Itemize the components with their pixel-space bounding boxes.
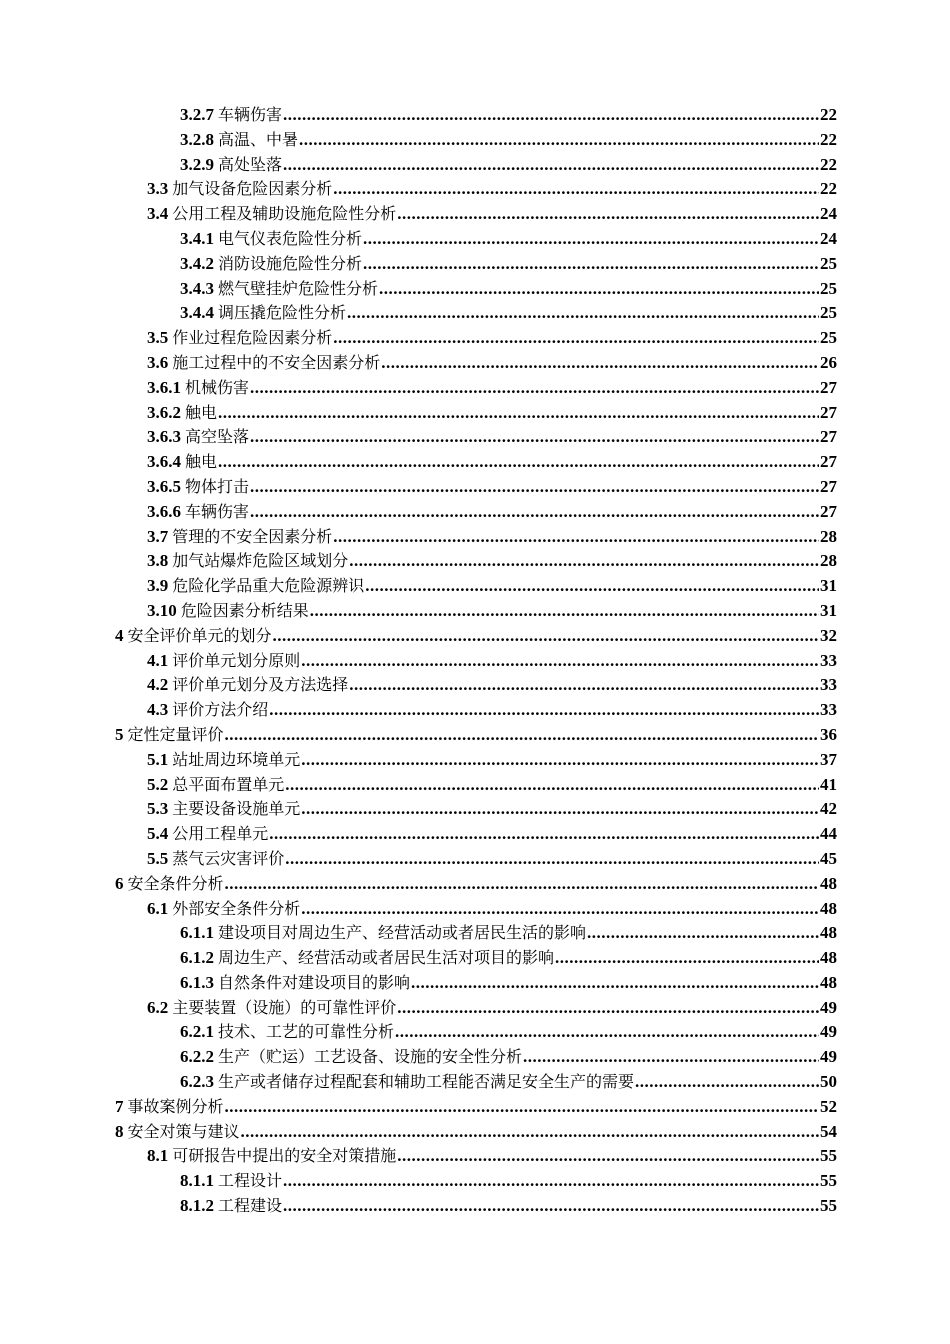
toc-entry[interactable] [115,872,950,897]
toc-entry-content [147,425,950,450]
toc-entry[interactable] [147,500,950,525]
toc-page-number: 25 [820,278,837,298]
toc-entry[interactable] [147,1144,950,1169]
toc-entry[interactable] [147,202,950,227]
toc-dot-leader [285,773,819,798]
toc-page-number: 33 [820,700,837,720]
toc-section-number: 3.6.5 [147,476,181,496]
toc-dot-leader [333,326,819,351]
toc-entry-content [147,673,950,698]
toc-entry-content [147,797,950,822]
toc-entry-content [180,1194,950,1219]
toc-section-number: 4.2 [147,675,169,695]
toc-dot-leader [225,723,819,748]
toc-dot-leader [283,1169,819,1194]
toc-section-number: 6.2.3 [180,1072,214,1092]
toc-section-title: 安全评价单元的划分 [127,625,272,645]
toc-dot-leader [381,351,819,376]
toc-entry-content [115,1095,950,1120]
toc-dot-leader [523,1045,819,1070]
toc-section-number: 8 [115,1121,124,1141]
toc-section-number: 6.2 [147,997,169,1017]
toc-section-number: 3.4.4 [180,303,214,323]
toc-section-title: 安全对策与建议 [127,1121,240,1141]
toc-dot-leader [379,277,819,302]
toc-section-title: 加气设备危险因素分析 [172,179,333,199]
toc-entry[interactable] [180,1045,950,1070]
toc-page-number: 25 [820,253,837,273]
toc-section-number: 4.3 [147,700,169,720]
toc-entry-content [147,376,950,401]
toc-entry-content [147,773,950,798]
toc-entry[interactable] [147,822,950,847]
toc-section-title: 管理的不安全因素分析 [172,526,333,546]
toc-dot-leader [273,624,819,649]
toc-dot-leader [347,301,819,326]
toc-entry[interactable] [115,723,950,748]
toc-section-number: 4.1 [147,650,169,670]
toc-section-number: 4 [115,625,124,645]
toc-page-number: 36 [820,724,837,744]
toc-page-number: 48 [820,948,837,968]
toc-section-title: 主要装置（设施）的可靠性评价 [172,997,397,1017]
toc-section-number: 3.6.6 [147,501,181,521]
toc-section-number: 3.5 [147,328,169,348]
toc-section-number: 5 [115,724,124,744]
toc-dot-leader [395,1020,819,1045]
toc-dot-leader [365,574,819,599]
toc-page-number: 45 [820,848,837,868]
toc-section-number: 6.1.3 [180,972,214,992]
toc-page-number: 22 [820,105,837,124]
toc-entry[interactable] [180,252,950,277]
toc-dot-leader [310,599,819,624]
toc-section-number: 6.1.1 [180,923,214,943]
toc-entry[interactable] [115,1095,950,1120]
toc-entry-content [147,698,950,723]
toc-dot-leader [301,649,819,674]
toc-section-title: 加气站爆炸危险区域划分 [172,551,349,571]
toc-dot-leader [411,971,819,996]
toc-section-number: 8.1.1 [180,1171,214,1191]
toc-section-title: 建设项目对周边生产、经营活动或者居民生活的影响 [218,923,587,943]
toc-dot-leader [269,698,819,723]
toc-entry[interactable] [180,128,950,153]
toc-section-title: 周边生产、经营活动或者居民生活对项目的影响 [218,948,555,968]
toc-section-title: 施工过程中的不安全因素分析 [172,352,381,372]
toc-entry[interactable] [147,847,950,872]
toc-entry-content [147,177,950,202]
toc-entry-content [180,1169,950,1194]
toc-entry[interactable] [147,351,950,376]
toc-section-number: 3.4.3 [180,278,214,298]
toc-entry-content [147,649,950,674]
toc-entry-content [147,748,950,773]
toc-section-title: 公用工程及辅助设施危险性分析 [172,204,397,224]
toc-section-number: 3.6.1 [147,377,181,397]
toc-dot-leader [397,996,819,1021]
toc-entry[interactable] [147,673,950,698]
toc-page-number: 25 [820,328,837,348]
toc-entry[interactable] [115,624,950,649]
toc-section-number: 8.1.2 [180,1196,214,1216]
toc-page-number: 55 [820,1196,837,1216]
toc-section-title: 作业过程危险因素分析 [172,328,333,348]
toc-section-number: 3.9 [147,576,169,596]
toc-entry[interactable] [180,153,950,178]
toc-entry[interactable] [180,1020,950,1045]
toc-section-number: 3.7 [147,526,169,546]
toc-dot-leader [225,872,819,897]
toc-entry[interactable] [147,996,950,1021]
toc-section-title: 调压撬危险性分析 [218,303,347,323]
toc-dot-leader [301,748,819,773]
toc-entry-content [115,872,950,897]
toc-section-title: 消防设施危险性分析 [218,253,363,273]
toc-dot-leader [283,153,819,178]
toc-dot-leader [301,897,819,922]
toc-section-title: 高空坠落 [185,427,250,447]
toc-entry[interactable] [147,475,950,500]
toc-dot-leader [218,450,819,475]
toc-section-number: 3.2.9 [180,154,214,174]
toc-entry-content [147,351,950,376]
toc-entry[interactable] [180,971,950,996]
toc-section-number: 3.10 [147,600,177,620]
toc-section-title: 站址周边环境单元 [172,749,301,769]
toc-page-number: 55 [820,1146,837,1166]
toc-entry-content [180,153,950,178]
toc-entry-content [180,128,950,153]
toc-section-number: 3.2.7 [180,105,214,124]
toc-entry[interactable] [147,574,950,599]
toc-entry-content [147,822,950,847]
toc-entry[interactable] [147,897,950,922]
toc-page-number: 28 [820,526,837,546]
toc-entry-content [180,946,950,971]
toc-page-number: 41 [820,774,837,794]
toc-section-number: 7 [115,1096,124,1116]
toc-entry[interactable] [147,425,950,450]
toc-section-number: 5.5 [147,848,169,868]
toc-page-number: 27 [820,452,837,472]
toc-entry-content [147,1144,950,1169]
toc-section-title: 总平面布置单元 [172,774,285,794]
toc-section-number: 6.2.1 [180,1022,214,1042]
toc-entry-content [180,252,950,277]
toc-section-number: 5.2 [147,774,169,794]
toc-entry-content [147,897,950,922]
toc-page-number: 27 [820,402,837,422]
toc-section-number: 6.1.2 [180,948,214,968]
toc-section-title: 触电 [185,402,218,422]
toc-page-number: 24 [820,204,837,224]
toc-entry-content [180,227,950,252]
toc-entry[interactable] [180,1194,950,1219]
toc-entry-content [147,202,950,227]
toc-entry-content [180,1070,950,1095]
toc-page-number: 27 [820,377,837,397]
toc-entry-content [147,599,950,624]
toc-entry-content [180,1020,950,1045]
toc-entry[interactable] [147,450,950,475]
toc-page-number: 44 [820,824,837,844]
toc-dot-leader [283,103,819,128]
toc-entry[interactable] [147,525,950,550]
toc-section-title: 自然条件对建设项目的影响 [218,972,411,992]
toc-page-number: 27 [820,501,837,521]
toc-page-number: 22 [820,129,837,149]
toc-entry[interactable] [180,1070,950,1095]
toc-section-number: 5.4 [147,824,169,844]
toc-page-number: 32 [820,625,837,645]
toc-entry[interactable] [147,649,950,674]
toc-entry-content [180,921,950,946]
toc-entry-content [147,401,950,426]
toc-page-number: 27 [820,427,837,447]
toc-dot-leader [250,376,819,401]
toc-dot-leader [285,847,819,872]
toc-section-title: 生产或者储存过程配套和辅助工程能否满足安全生产的需要 [218,1072,635,1092]
toc-page-number: 26 [820,352,837,372]
toc-section-title: 评价单元划分原则 [172,650,301,670]
toc-dot-leader [241,1120,819,1145]
toc-dot-leader [363,227,819,252]
toc-dot-leader [269,822,819,847]
toc-entry-content [180,971,950,996]
toc-entry-content [147,326,950,351]
toc-dot-leader [299,128,819,153]
toc-page-number: 55 [820,1171,837,1191]
toc-section-title: 电气仪表危险性分析 [218,228,363,248]
toc-page-number: 28 [820,551,837,571]
toc-page-number: 54 [820,1121,837,1141]
toc-section-title: 车辆伤害 [185,501,250,521]
toc-page-number: 48 [820,873,837,893]
toc-page-number: 48 [820,972,837,992]
toc-page-number: 52 [820,1096,837,1116]
toc-entry-content [115,723,950,748]
toc-page-number: 27 [820,476,837,496]
toc-section-title: 车辆伤害 [218,105,283,124]
toc-dot-leader [635,1070,819,1095]
toc-page-number: 49 [820,1022,837,1042]
toc-section-number: 3.3 [147,179,169,199]
toc-page-number: 25 [820,303,837,323]
toc-entry[interactable] [147,549,950,574]
toc-section-title: 外部安全条件分析 [172,898,301,918]
toc-dot-leader [250,500,819,525]
toc-entry[interactable] [147,326,950,351]
toc-section-number: 3.2.8 [180,129,214,149]
toc-entry[interactable] [147,773,950,798]
toc-entry-content [147,475,950,500]
toc-page-number: 49 [820,997,837,1017]
toc-entry[interactable] [180,301,950,326]
toc-section-title: 公用工程单元 [172,824,269,844]
toc-page-number: 33 [820,675,837,695]
toc-page-number: 31 [820,576,837,596]
toc-entry-content [147,450,950,475]
toc-section-title: 物体打击 [185,476,250,496]
toc-dot-leader [250,425,819,450]
toc-entry-content [147,574,950,599]
toc-dot-leader [333,177,819,202]
toc-section-number: 6.1 [147,898,169,918]
toc-section-title: 高温、中暑 [218,129,299,149]
toc-entry[interactable] [147,698,950,723]
toc-entry[interactable] [147,177,950,202]
toc-dot-leader [555,946,819,971]
toc-entry-content [147,847,950,872]
toc-section-number: 3.8 [147,551,169,571]
toc-dot-leader [397,1144,819,1169]
toc-page-number: 50 [820,1072,837,1092]
toc-page-number: 31 [820,600,837,620]
toc-section-number: 6.2.2 [180,1047,214,1067]
toc-page-number: 48 [820,923,837,943]
toc-section-title: 燃气壁挂炉危险性分析 [218,278,379,298]
toc-section-title: 机械伤害 [185,377,250,397]
toc-section-title: 安全条件分析 [127,873,224,893]
toc-entry[interactable] [147,599,950,624]
toc-section-title: 危险化学品重大危险源辨识 [172,576,365,596]
toc-entry[interactable] [115,1120,950,1145]
toc-page-number: 22 [820,179,837,199]
toc-section-title: 生产（贮运）工艺设备、设施的安全性分析 [218,1047,523,1067]
toc-dot-leader [250,475,819,500]
toc-section-title: 事故案例分析 [127,1096,224,1116]
toc-entry-content [180,1045,950,1070]
toc-page-number: 22 [820,154,837,174]
toc-section-number: 6 [115,873,124,893]
toc-entry-content [115,624,950,649]
toc-entry-content [180,103,950,128]
toc-section-number: 3.6.2 [147,402,181,422]
toc-section-title: 危险因素分析结果 [180,600,309,620]
toc-section-title: 技术、工艺的可靠性分析 [218,1022,395,1042]
toc-section-title: 触电 [185,452,218,472]
toc-section-title: 蒸气云灾害评价 [172,848,285,868]
toc-dot-leader [363,252,819,277]
toc-entry[interactable] [180,103,950,128]
toc-entry-content [115,1120,950,1145]
toc-entry[interactable] [180,946,950,971]
toc-section-title: 工程设计 [218,1171,283,1191]
toc-dot-leader [218,401,819,426]
toc-section-title: 高处坠落 [218,154,283,174]
toc-section-number: 3.4.1 [180,228,214,248]
toc-entry-content [147,549,950,574]
toc-section-number: 3.4 [147,204,169,224]
toc-page-number: 42 [820,799,837,819]
toc-dot-leader [349,673,819,698]
toc-dot-leader [301,797,819,822]
toc-entry-content [147,996,950,1021]
toc-page-number: 49 [820,1047,837,1067]
toc-entry[interactable] [147,401,950,426]
toc-page-number: 37 [820,749,837,769]
toc-page-number: 33 [820,650,837,670]
toc-entry-content [147,525,950,550]
toc-dot-leader [397,202,819,227]
toc-section-number: 5.3 [147,799,169,819]
toc-entry-content [180,277,950,302]
toc-section-number: 5.1 [147,749,169,769]
toc-section-title: 评价单元划分及方法选择 [172,675,349,695]
toc-dot-leader [283,1194,819,1219]
toc-dot-leader [587,921,819,946]
toc-section-number: 3.6.4 [147,452,181,472]
toc-entry-content [147,500,950,525]
toc-entry[interactable] [180,921,950,946]
toc-entry[interactable] [147,376,950,401]
toc-section-number: 3.6 [147,352,169,372]
toc-entry[interactable] [180,1169,950,1194]
toc-entry-content [180,301,950,326]
toc-entry[interactable] [180,277,950,302]
toc-section-title: 主要设备设施单元 [172,799,301,819]
toc-section-number: 3.4.2 [180,253,214,273]
toc-entry[interactable] [147,748,950,773]
toc-dot-leader [349,549,819,574]
toc-section-number: 8.1 [147,1146,169,1166]
toc-entry[interactable] [147,797,950,822]
toc-section-title: 可研报告中提出的安全对策措施 [172,1146,397,1166]
toc-dot-leader [333,525,819,550]
toc-page-number: 48 [820,898,837,918]
toc-section-title: 定性定量评价 [127,724,224,744]
toc-section-title: 评价方法介绍 [172,700,269,720]
toc-page-number: 24 [820,228,837,248]
toc-dot-leader [225,1095,819,1120]
table-of-contents [0,103,950,1219]
toc-section-title: 工程建设 [218,1196,283,1216]
toc-section-number: 3.6.3 [147,427,181,447]
toc-entry[interactable] [180,227,950,252]
